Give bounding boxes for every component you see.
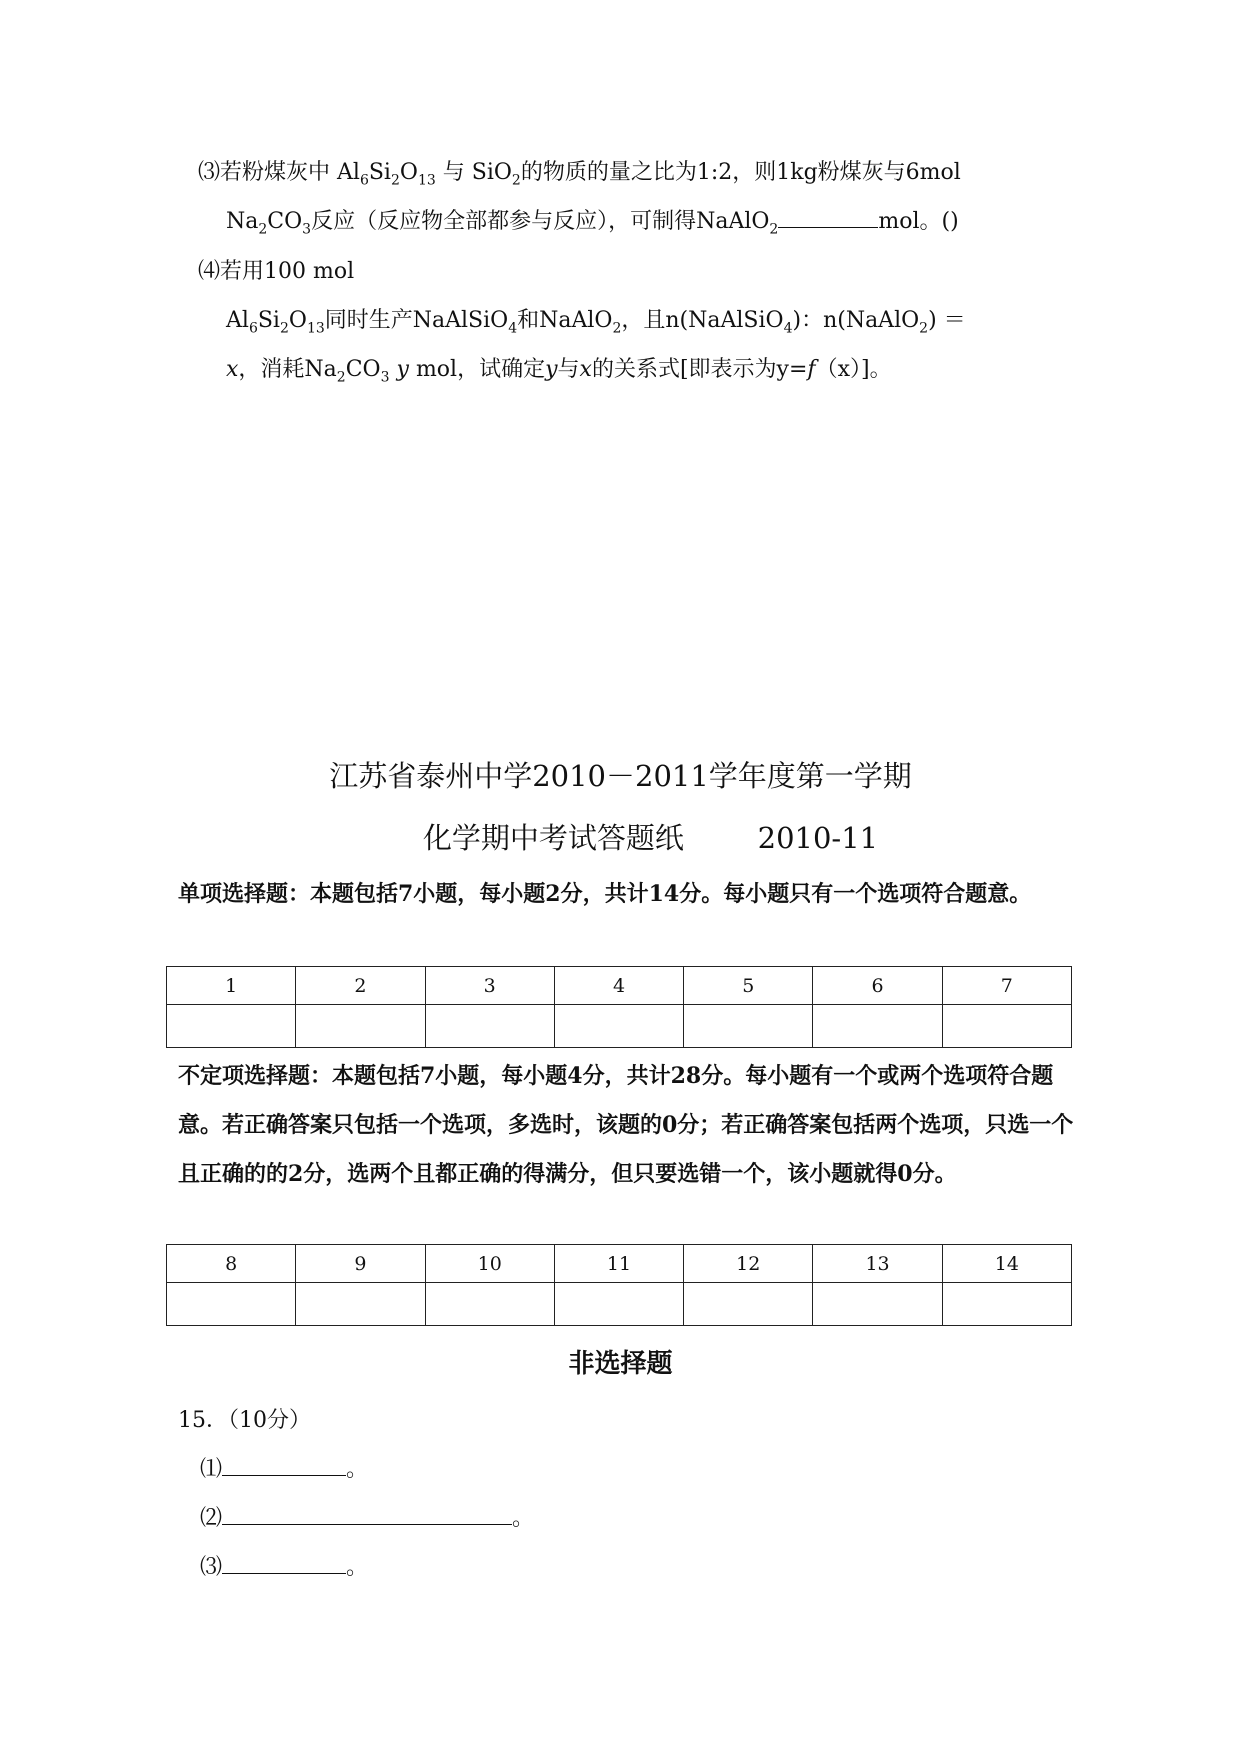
answer-blank[interactable] [222,1504,512,1525]
variable-y: y [396,357,409,382]
q4-line-2 [226,306,966,343]
answer-sheet-subtitle: 化学期中考试答题纸 2010-11 [422,821,879,855]
question-number: 7 [942,967,1071,1005]
answer-cell[interactable] [813,1283,942,1326]
variable-x: x [579,357,592,382]
question-number: 3 [425,967,554,1005]
subscript: 2 [258,221,268,238]
non-choice-heading: 非选择题 [568,1349,673,1379]
answer-cell[interactable] [942,1005,1071,1048]
formula-text: Si [257,308,280,333]
q3-text: 反应（反应物全部都参与反应），可制得NaAlO [311,209,770,234]
question-number: 1 [167,967,296,1005]
answer-sheet-title: 江苏省泰州中学2010－2011学年度第一学期 [329,759,912,793]
question-number: 10 [425,1245,554,1283]
question-number: 2 [296,967,425,1005]
answer-cell[interactable] [425,1283,554,1326]
answer-cell[interactable] [296,1005,425,1048]
q4-text: CO [345,357,381,382]
answer-cell[interactable] [425,1005,554,1048]
answer-blank[interactable] [778,207,878,228]
question-number: 11 [554,1245,683,1283]
question-number: 6 [813,967,942,1005]
single-choice-instructions: 单项选择题：本题包括7小题，每小题2分，共计14分。每小题只有一个选项符合题意。 [178,881,1032,907]
q4-text: ，消耗Na [238,357,337,382]
item-label: ⑵ [200,1506,223,1531]
item-label: ⑶ [200,1555,223,1580]
q3-text: mol。() [878,209,959,234]
q15-item-1 [200,1455,368,1485]
answer-cell[interactable] [167,1005,296,1048]
subscript: 4 [783,320,793,337]
q4-text: 同时生产NaAlSiO [324,308,509,333]
period: 。 [346,1457,369,1482]
formula-text: Si [368,160,391,185]
q3-line-1 [198,158,961,195]
formula-text: O [288,308,307,333]
q3-line-2 [226,207,959,244]
formula-text: Al [337,160,360,185]
answer-cell[interactable] [942,1283,1071,1326]
subscript: 4 [508,320,518,337]
question-number: 13 [813,1245,942,1283]
answer-cell[interactable] [684,1283,813,1326]
q4-text: ，且n(NaAlSiO [621,308,784,333]
subscript: 2 [612,320,622,337]
answer-cell[interactable] [167,1283,296,1326]
q3-text: ⑶若粉煤灰中 [198,160,337,185]
answer-cell[interactable] [296,1283,425,1326]
question-number: 9 [296,1245,425,1283]
formula-text: CO [267,209,303,234]
period: 。 [512,1506,535,1531]
answer-cell[interactable] [684,1005,813,1048]
multi-choice-table [166,1244,1072,1326]
subscript: 6 [359,172,369,189]
answer-blank[interactable] [222,1553,346,1574]
subscript: 2 [336,369,346,386]
period: 。 [346,1555,369,1580]
subscript: 6 [248,320,258,337]
subscript: 2 [919,320,929,337]
answer-blank[interactable] [222,1455,346,1476]
subscript: 2 [390,172,400,189]
answer-cell[interactable] [554,1005,683,1048]
formula-text: O [399,160,418,185]
question-number: 14 [942,1245,1071,1283]
q4-line-3 [226,355,892,392]
q4-text: （x）]。 [815,357,892,382]
q15-item-3 [200,1553,368,1583]
variable-y: y [545,357,558,382]
subscript: 2 [279,320,289,337]
question-number: 12 [684,1245,813,1283]
answer-cell[interactable] [813,1005,942,1048]
single-choice-table [166,966,1072,1048]
question-number: 8 [167,1245,296,1283]
subscript: 3 [380,369,390,386]
subscript: 3 [302,221,312,238]
answer-cell[interactable] [554,1283,683,1326]
formula-text: SiO [471,160,512,185]
subscript: 2 [511,172,521,189]
function-f: f [807,357,816,382]
subscript: 13 [417,172,436,189]
multi-choice-instructions: 不定项选择题：本题包括7小题，每小题4分，共计28分。每小题有一个或两个选项符合题意。若正确答案只包括一个选项，多选时，该题的0分；若正确答案包括两个选项，只选一个且正确的的2分，选两个且都正确的得满分，但只要选错一个，该小题就得0分。 [178,1063,1074,1187]
question-number: 4 [554,967,683,1005]
subscript: 2 [769,221,779,238]
q4-text: ) ＝ [928,308,966,333]
q15-item-2 [200,1504,534,1534]
q4-text: 与 [557,357,580,382]
q3-text: 的物质的量之比为1:2，则1kg粉煤灰与6mol [520,160,961,185]
q4-text: 的关系式[即表示为y= [591,357,808,382]
q4-text: )：n(NaAlO [792,308,920,333]
q4-text: 和NaAlO [517,308,613,333]
q15-heading: 15．（10分） [178,1408,311,1433]
item-label: ⑴ [200,1457,223,1482]
subscript: 13 [306,320,325,337]
q3-text: 与 [435,160,472,185]
formula-text: Al [226,308,249,333]
variable-x: x [226,357,239,382]
q4-text: mol，试确定 [408,357,546,382]
q4-line-1 [198,257,354,287]
question-number: 5 [684,967,813,1005]
q4-text: ⑷若用100 mol [198,259,355,284]
formula-text: Na [226,209,259,234]
